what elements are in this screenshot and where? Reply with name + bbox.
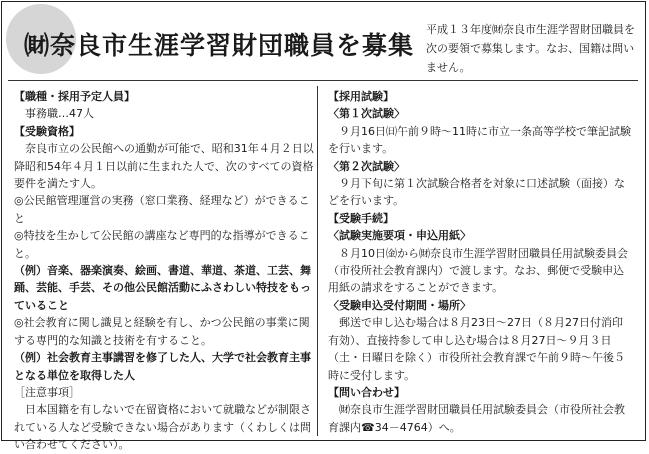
column-divider [317,86,318,436]
exam-second-body: ９月下旬に第１次試験合格者を対象に口述試験（面接）などを行います。 [328,177,625,208]
right-column [328,88,633,436]
notice-header [0,0,645,84]
notice-intro: 平成１３年度㈶奈良市生涯学習財団職員を次の要領で募集します。なお、国籍は問いません。 [426,23,635,74]
notes-body: 日本国籍を有しないで在留資格において就職などが制限されている人など受験できない場合があります（くわしくは問い合わせてください）。 [14,403,311,452]
eligibility-item-3: ◎社会教育に関し識見と経験を有し、かつ公民館の事業に関する専門的な知識と技術を有すること。 [14,316,310,347]
job-body: 事務職…47人 [25,107,94,121]
section-heading-job: 【職種・採用予定人員】 [14,90,135,103]
exam-second-heading: 〈第２次試験〉 [328,159,405,173]
exam-first-heading: 〈第１次試験〉 [328,107,405,121]
eligibility-body: 奈良市立の公民館への通勤が可能で、昭和31年４月２日以降昭和54年４月１日以前に生まれた人で、次のすべての資格要件を満たす人。 [14,142,314,191]
eligibility-item-2: ◎特技を生かして公民館の講座など専門的な指導ができること。 [14,229,310,260]
notice-title: ㈶奈良市生涯学習財団職員を募集 [24,31,415,60]
header-divider [8,80,638,81]
section-heading-contact: 【問い合わせ】 [328,385,405,399]
section-heading-notes: ［注意事項］ [14,385,80,399]
eligibility-item-1: ◎公民館管理運営の実務（窓口業務、経理など）ができること [14,194,310,225]
section-heading-exam: 【採用試験】 [328,90,394,103]
eligibility-example-2: （例）社会教育主事講習を修了した人、大学で社会教育主事となる単位を取得した人 [14,351,311,382]
section-heading-procedure: 【受験手続】 [328,211,394,225]
left-column [14,88,314,454]
contact-body: ㈶奈良市生涯学習財団職員任用試験委員会（市役所社会教育課内☎34－4764）へ。 [328,403,625,434]
section-heading-eligibility: 【受験資格】 [14,124,80,138]
procedure-period-body: 郵送で申し込む場合は８月23日～27日（８月27日付消印有効）、直接持参して申し込む場合は８月27日～９月３日（土・日曜日を除く）市役所社会教育課で午前９時～午後５時に受付します。 [328,316,625,382]
procedure-forms-heading: 〈試験実施要項・申込用紙〉 [328,229,471,243]
procedure-forms-body: ８月10日㈮から㈶奈良市生涯学習財団職員任用試験委員会（市役所社会教育課内）で渡します。なお、郵便で受験申込用紙の請求をすることができます。 [328,246,628,295]
exam-first-body: ９月16日㈰午前９時～11時に市立一条高等学校で筆記試験を行います。 [328,124,631,156]
procedure-period-heading: 〈受験申込受付期間・場所〉 [328,298,471,312]
eligibility-example-1: （例）音楽、器楽演奏、絵画、書道、華道、茶道、工芸、舞踊、芸能、手芸、その他公民館活動にふさわしい特技をもっていること [14,264,311,312]
